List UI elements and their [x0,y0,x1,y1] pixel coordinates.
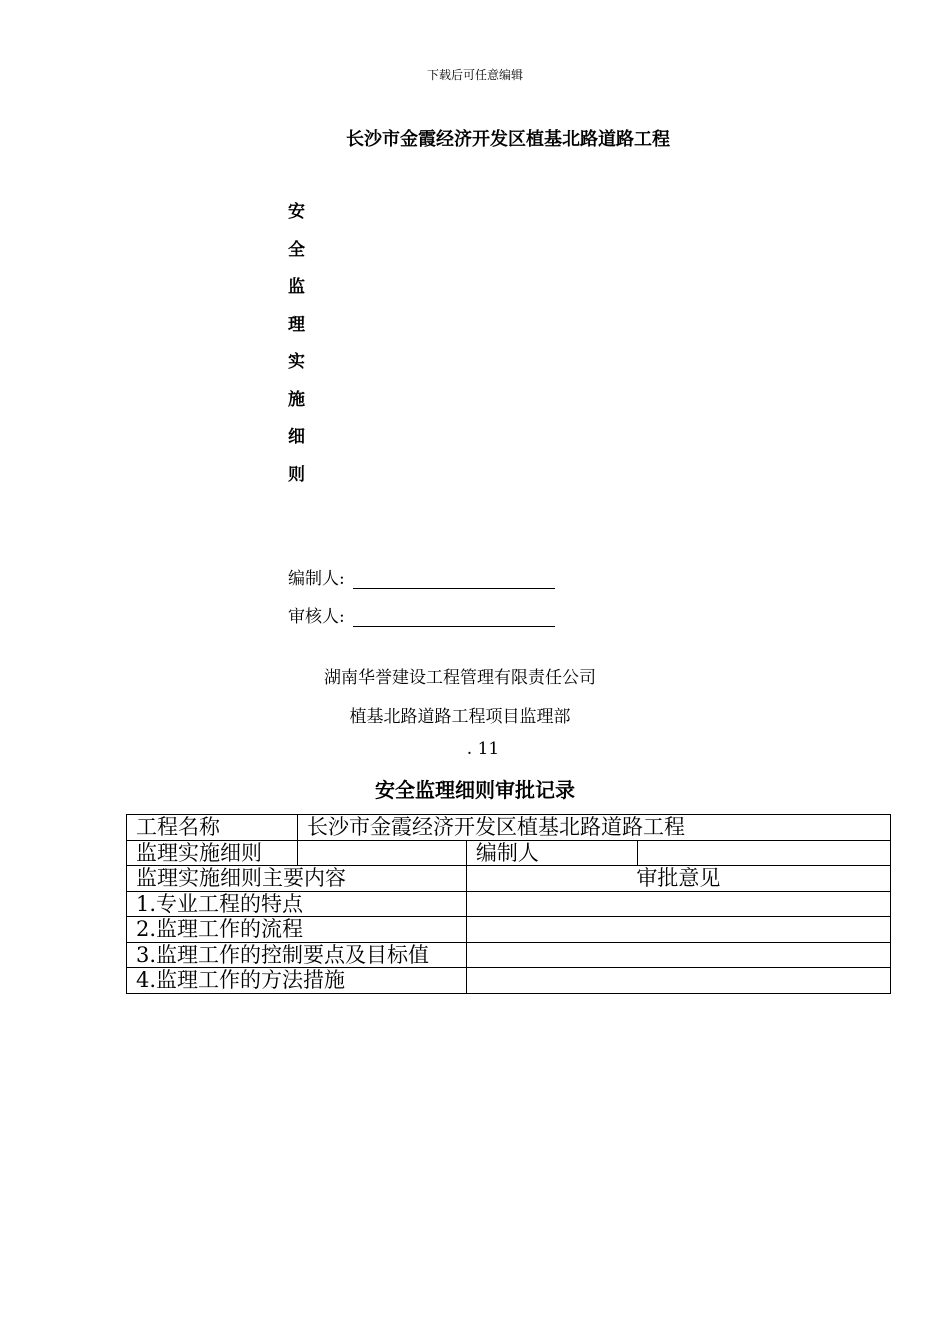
table-row [127,891,891,917]
reviewer-signature-line [353,608,555,627]
main-content-label: 监理实施细则主要内容 [127,866,467,892]
title-char: 安 [288,202,305,222]
reviewer-label: 审核人: [288,607,345,627]
content-item: 3.监理工作的控制要点及目标值 [127,942,467,968]
title-char: 细 [288,427,305,447]
opinion-cell [466,942,890,968]
approval-table [126,814,891,994]
title-char: 监 [288,277,305,297]
department-name: 植基北路道路工程项目监理部 [349,707,571,727]
opinion-cell [466,968,890,994]
table-row [127,942,891,968]
detail-label: 监理实施细则 [127,840,298,866]
compiler-label: 编制人: [288,569,345,589]
document-date: . 11 [466,739,500,759]
header-note: 下载后可任意编辑 [426,68,523,82]
project-name-value: 长沙市金霞经济开发区植基北路道路工程 [297,815,890,841]
title-char: 全 [288,239,305,260]
approval-record-title: 安全监理细则审批记录 [375,778,575,802]
compiler-signature-row [288,564,555,589]
content-item: 4.监理工作的方法措施 [127,968,467,994]
project-name-label: 工程名称 [127,815,298,841]
detail-value [297,840,466,866]
table-row [127,968,891,994]
title-char: 实 [288,352,305,372]
opinion-cell [466,917,890,943]
content-item: 2.监理工作的流程 [127,917,467,943]
title-char: 理 [288,314,305,335]
table-row [127,866,891,892]
table-row [127,840,891,866]
title-char: 施 [288,389,305,410]
title-char: 则 [288,464,305,485]
document-title-vertical [288,200,312,500]
compiler-cell-label: 编制人 [466,840,637,866]
table-row [127,815,891,841]
compiler-cell-value [637,840,890,866]
opinion-cell [466,891,890,917]
company-name: 湖南华誉建设工程管理有限责任公司 [324,668,596,688]
table-row [127,917,891,943]
content-item: 1.专业工程的特点 [127,891,467,917]
compiler-signature-line [353,570,555,589]
reviewer-signature-row [288,602,555,627]
project-title: 长沙市金霞经济开发区植基北路道路工程 [346,129,670,150]
opinion-label: 审批意见 [466,866,890,892]
